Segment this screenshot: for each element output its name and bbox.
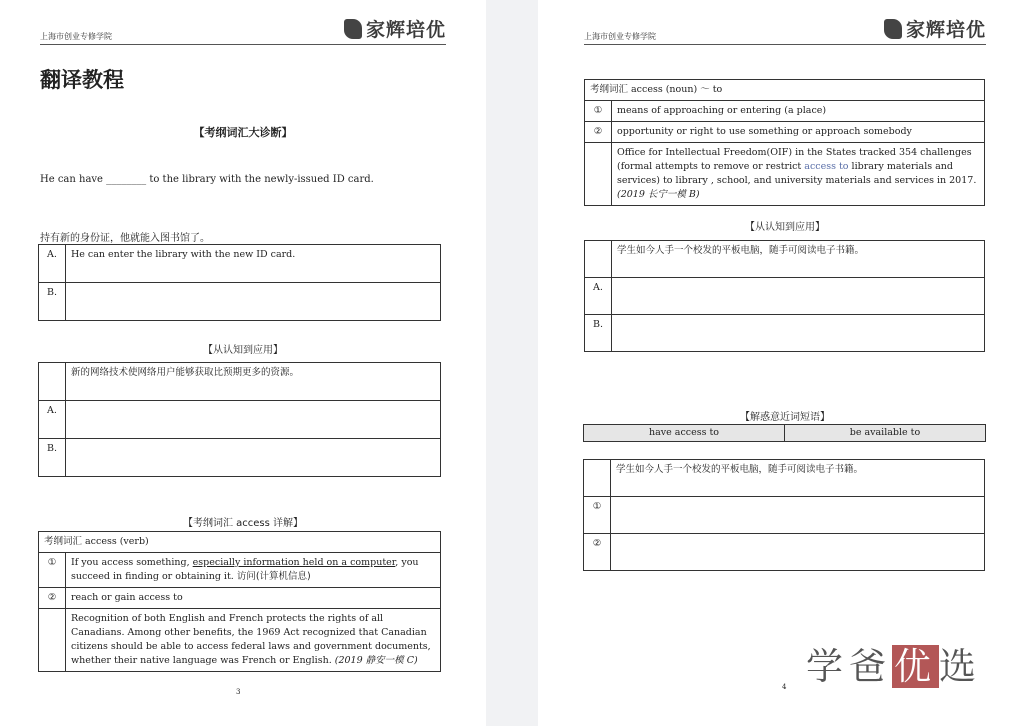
def-text: opportunity or right to use something or approach somebody (612, 122, 985, 143)
page-right (538, 0, 1024, 726)
answer-cell[interactable] (611, 534, 985, 571)
answer-cell[interactable] (612, 278, 985, 315)
table-row (585, 80, 985, 101)
row-text: He can enter the library with the new ID card. (66, 245, 441, 283)
apply-heading: 【从认知到应用】 (203, 345, 283, 356)
row-label: B. (585, 315, 612, 352)
table-row (584, 497, 985, 534)
logo-icon (344, 19, 362, 39)
vocab-phrase-a: have access to (584, 425, 785, 442)
diag-heading: 【考纲词汇大诊断】 (193, 126, 293, 139)
page-header (584, 14, 986, 45)
table-row (585, 101, 985, 122)
noun-title: 考纲词汇 access (noun) ～ to (585, 80, 985, 101)
school-name: 上海市创业专修学院 (584, 32, 656, 41)
table-row (584, 460, 985, 497)
brand-logo (884, 15, 986, 42)
detail-title: 考纲词汇 access (verb) (39, 532, 441, 553)
table-row (39, 532, 441, 553)
def-num: ① (585, 101, 612, 122)
vocab-phrase-b: be available to (785, 425, 986, 442)
answer-cell[interactable] (612, 315, 985, 352)
apply-prompt: 学生如今人手一个校发的平板电脑，随手可阅读电子书籍。 (612, 241, 985, 278)
example-source: (2019 静安一模 C) (334, 655, 418, 666)
table-row (39, 245, 441, 283)
example-text: Recognition of both English and French protects the rights of all Canadians. Among other benefits, the 1969 Act recognized that Canadian citizens should be able to access federal laws and government documents, whether their native language was French or English. (2019 静安一模 C) (66, 609, 441, 672)
table-row (585, 315, 985, 352)
highlight-phrase: access to (804, 161, 849, 172)
def-num: ① (39, 553, 66, 588)
apply2-prompt: 学生如今人手一个校发的平板电脑，随手可阅读电子书籍。 (611, 460, 985, 497)
example-source: (2019 长宁一模 B) (617, 189, 700, 200)
table-row (585, 143, 985, 206)
table-row (39, 401, 441, 439)
answer-cell[interactable] (66, 439, 441, 477)
table-row (39, 363, 441, 401)
table-row (39, 439, 441, 477)
row-label: B. (39, 283, 66, 321)
logo-text: 家辉培优 (905, 19, 986, 41)
table-row (39, 609, 441, 672)
apply2-table (583, 459, 985, 571)
row-label: A. (39, 245, 66, 283)
table-row (39, 588, 441, 609)
row-label: A. (585, 278, 612, 315)
page-number: 4 (782, 683, 787, 691)
def-zh: 访问(计算机信息) (236, 571, 311, 582)
table-row (585, 241, 985, 278)
page-header (40, 14, 446, 45)
answer-cell[interactable] (66, 401, 441, 439)
noun-table (584, 79, 985, 206)
row-label: ① (584, 497, 611, 534)
diag-chinese: 持有新的身份证，他就能入图书馆了。 (40, 233, 210, 244)
brand-logo (344, 15, 446, 42)
example-text: Office for Intellectual Freedom(OIF) in the States tracked 354 challenges (formal attempts to remove or restrict access to library materials and services) to library , school, and university materials and services in 2017. (2019 长宁一模 B) (612, 143, 985, 206)
underlined-phrase: especially information held on a computer (192, 557, 396, 568)
def-text: If you access something, especially information held on a computer, you succeed in finding or obtaining it. 访问(计算机信息) (66, 553, 441, 588)
apply-table (584, 240, 985, 352)
watermark: 学爸优选 (806, 645, 982, 688)
logo-icon (884, 19, 902, 39)
def-num: ② (39, 588, 66, 609)
page-gutter (486, 0, 538, 726)
page-number: 3 (236, 688, 241, 696)
table-row (584, 534, 985, 571)
def-text: means of approaching or entering (a place) (612, 101, 985, 122)
table-row (585, 122, 985, 143)
diag-sentence: He can have ________ to the library with the newly-issued ID card. (40, 174, 374, 185)
school-name: 上海市创业专修学院 (40, 32, 112, 41)
detail-heading: 【考纲词汇 access 详解】 (182, 518, 304, 529)
confuse-heading: 【解惑意近词短语】 (740, 412, 830, 423)
apply-prompt: 新的网络技术使网络用户能够获取比预期更多的资源。 (66, 363, 441, 401)
row-label: A. (39, 401, 66, 439)
page-title: 翻译教程 (40, 68, 124, 92)
table-row (585, 278, 985, 315)
def-num: ② (585, 122, 612, 143)
table-row (584, 425, 986, 442)
row-label: B. (39, 439, 66, 477)
page-left (0, 0, 486, 726)
table-row (39, 283, 441, 321)
apply-heading: 【从认知到应用】 (745, 222, 825, 233)
diag-table (38, 244, 441, 321)
row-label: ② (584, 534, 611, 571)
table-row (39, 553, 441, 588)
vocab-compare (583, 424, 986, 442)
logo-text: 家辉培优 (365, 19, 446, 41)
answer-cell[interactable] (611, 497, 985, 534)
def-text: reach or gain access to (66, 588, 441, 609)
apply-table (38, 362, 441, 477)
watermark-highlight: 优 (894, 645, 937, 688)
detail-table (38, 531, 441, 672)
answer-cell[interactable] (66, 283, 441, 321)
